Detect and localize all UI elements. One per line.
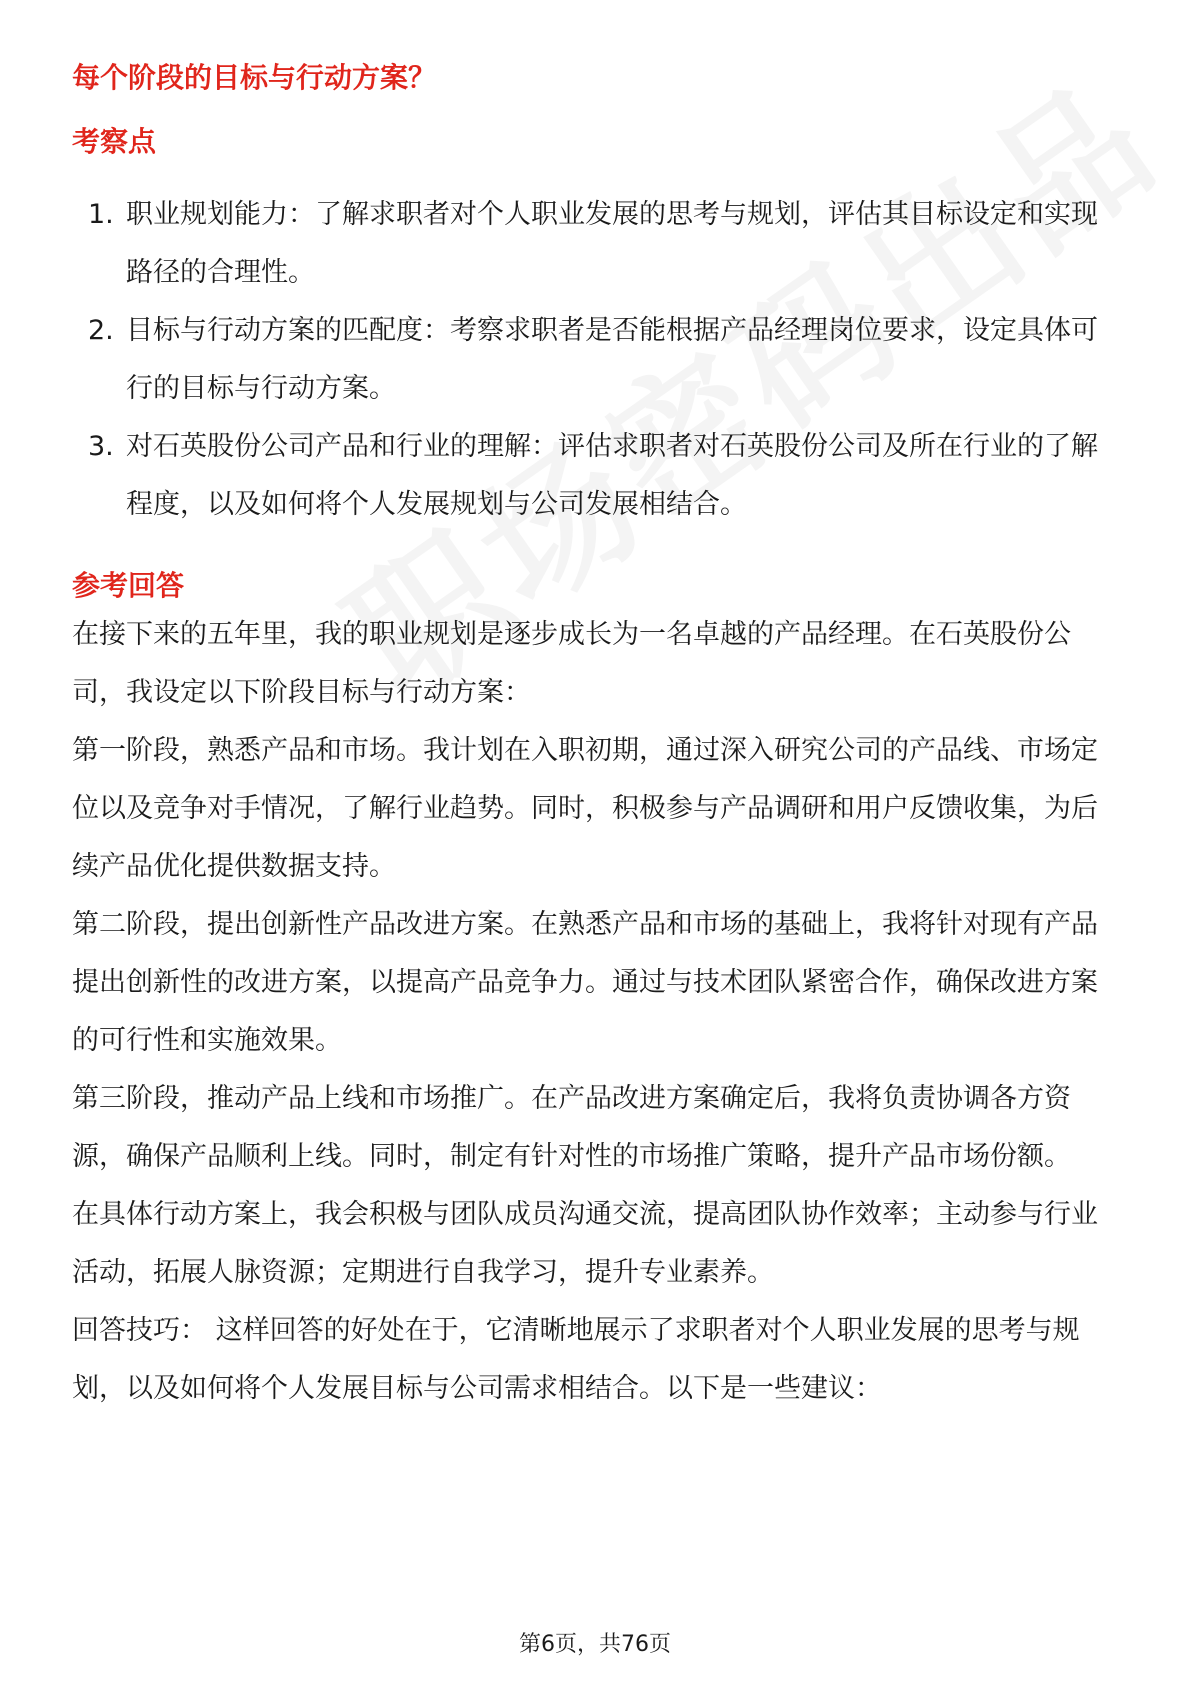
stage-two-paragraph: 第二阶段，提出创新性产品改进方案。在熟悉产品和市场的基础上，我将针对现有产品提出创新性的改进方案，以提高产品竞争力。通过与技术团队紧密合作，确保改进方案的可行性和实施效果。 bbox=[72, 909, 1098, 1056]
list-item bbox=[72, 302, 1116, 418]
points-list bbox=[72, 186, 1116, 534]
answer-intro-paragraph: 在接下来的五年里，我的职业规划是逐步成长为一名卓越的产品经理。在石英股份公司，我设定以下阶段目标与行动方案： bbox=[72, 619, 1071, 708]
list-item bbox=[72, 418, 1116, 534]
list-item-text: 对石英股份公司产品和行业的理解：评估求职者对石英股份公司及所在行业的了解程度，以及如何将个人发展规划与公司发展相结合。 bbox=[126, 431, 1098, 520]
question-heading: 每个阶段的目标与行动方案？ bbox=[72, 61, 437, 94]
answer-tips-paragraph: 回答技巧： 这样回答的好处在于，它清晰地展示了求职者对个人职业发展的思考与规划，以及如何将个人发展目标与公司需求相结合。以下是一些建议： bbox=[72, 1315, 1080, 1404]
list-item-text: 职业规划能力：了解求职者对个人职业发展的思考与规划，评估其目标设定和实现路径的合理性。 bbox=[126, 199, 1098, 288]
points-heading: 考察点 bbox=[72, 125, 157, 158]
list-item-text: 目标与行动方案的匹配度：考察求职者是否能根据产品经理岗位要求，设定具体可行的目标与行动方案。 bbox=[126, 315, 1098, 404]
stage-one-paragraph: 第一阶段，熟悉产品和市场。我计划在入职初期，通过深入研究公司的产品线、市场定位以及竞争对手情况，了解行业趋势。同时，积极参与产品调研和用户反馈收集，为后续产品优化提供数据支持。 bbox=[72, 735, 1098, 882]
list-item-number: 1. bbox=[88, 199, 114, 230]
answer-heading: 参考回答 bbox=[72, 569, 185, 602]
stage-three-paragraph: 第三阶段，推动产品上线和市场推广。在产品改进方案确定后，我将负责协调各方资源，确保产品顺利上线。同时，制定有针对性的市场推广策略，提升产品市场份额。 bbox=[72, 1083, 1071, 1172]
action-plan-paragraph: 在具体行动方案上，我会积极与团队成员沟通交流，提高团队协作效率；主动参与行业活动，拓展人脉资源；定期进行自我学习，提升专业素养。 bbox=[72, 1199, 1098, 1288]
list-item-number: 3. bbox=[88, 431, 114, 462]
list-item-number: 2. bbox=[88, 315, 114, 346]
list-item bbox=[72, 186, 1116, 302]
page-number-footer: 第6页，共76页 bbox=[519, 1632, 671, 1657]
